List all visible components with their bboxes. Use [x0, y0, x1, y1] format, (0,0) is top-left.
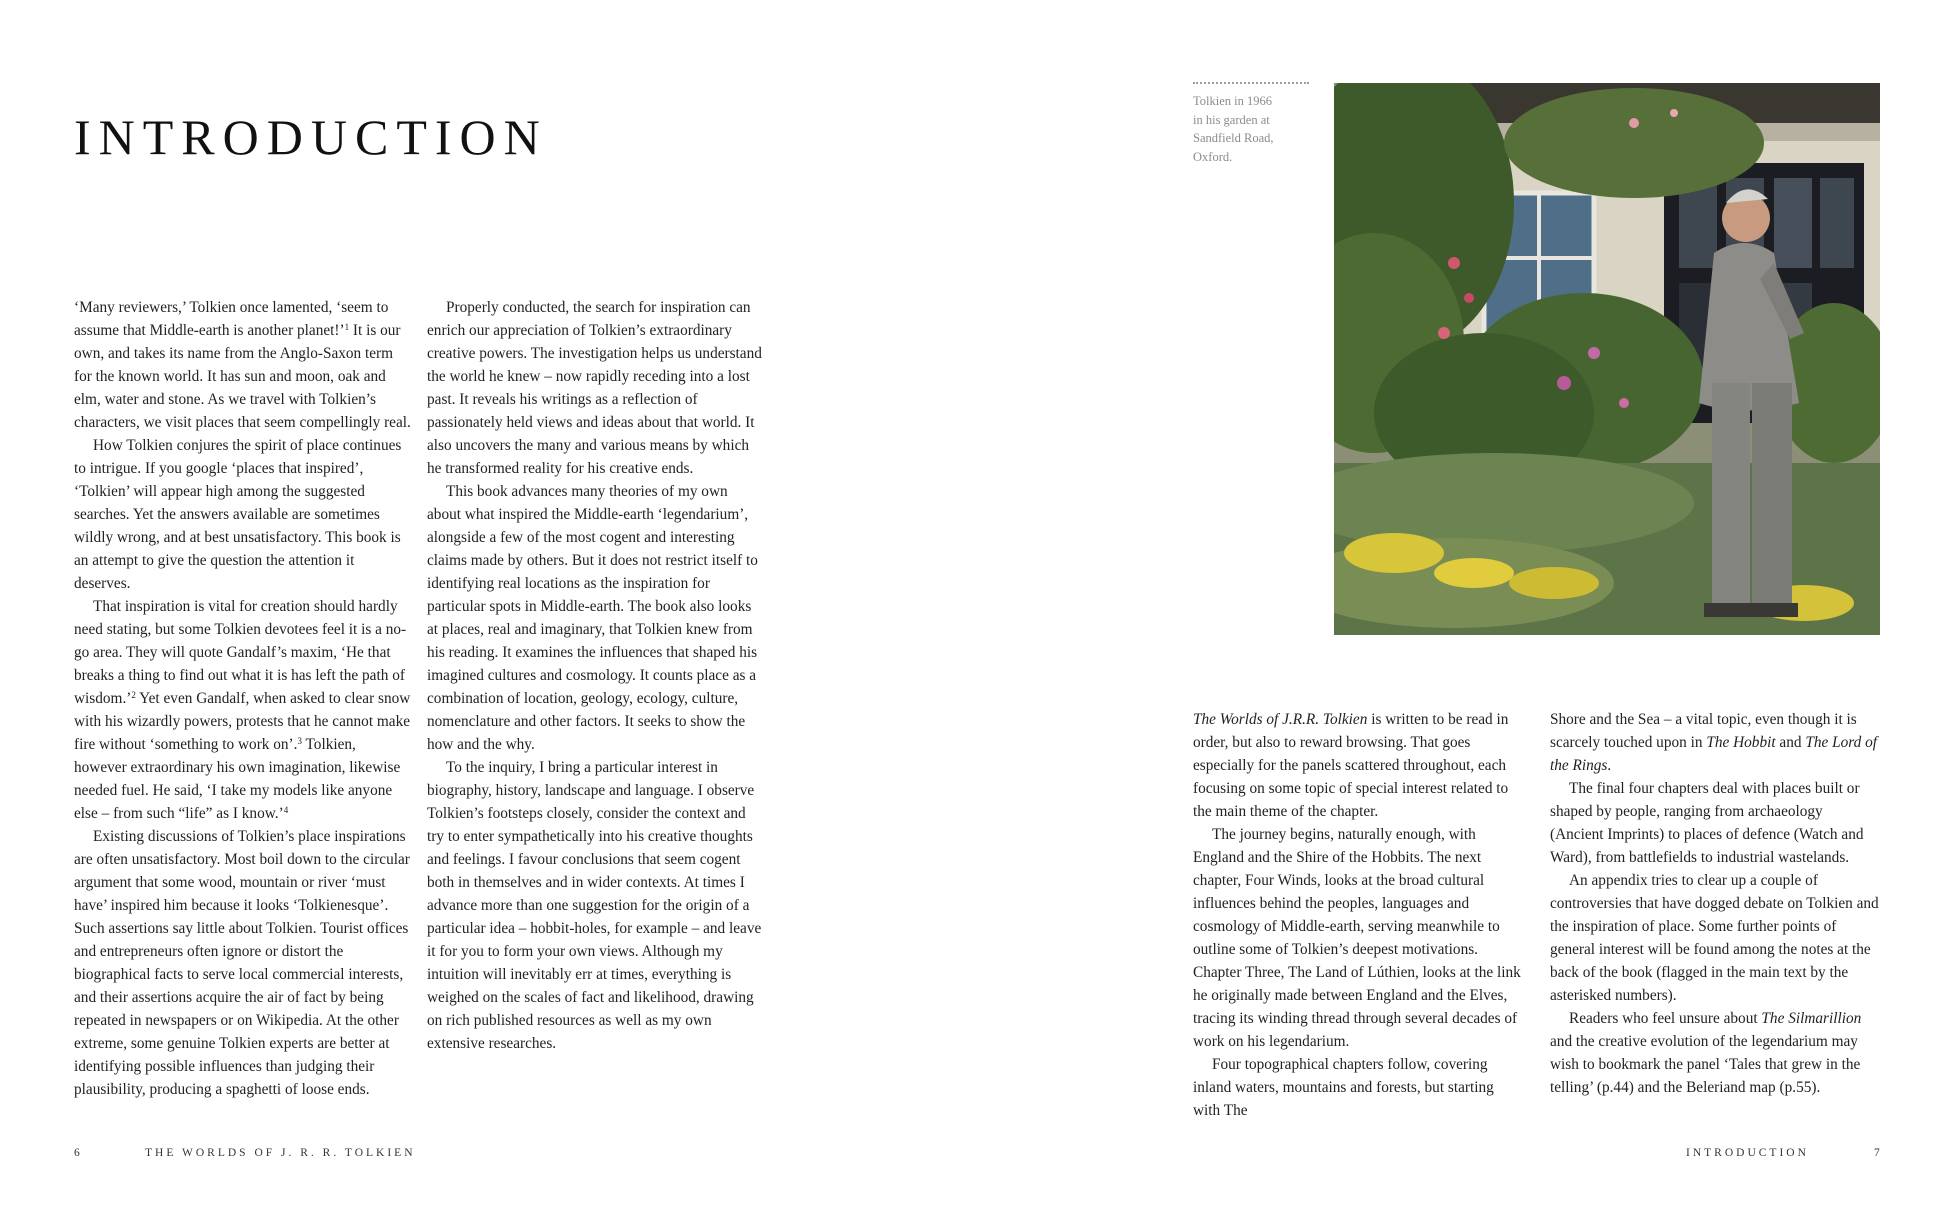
- paragraph: The Worlds of J.R.R. Tolkien is written to be read in order, but also to reward browsing. That goes especially for the panels scattered throughout, each focusing on some topic of special interest related to the main theme of the chapter.: [1193, 711, 1509, 820]
- running-head-right: INTRODUCTION: [1686, 1147, 1809, 1159]
- paragraph: ‘Many reviewers,’ Tolkien once lamented, ‘seem to assume that Middle-earth is another planet!’$^1$ It is our own, and takes its name from the Anglo-Saxon term for the known world. It has sun and moon, oak and elm, water and stone. As we travel with Tolkien’s characters, we visit places that seem compellingly real.: [74, 299, 411, 431]
- paragraph: Existing discussions of Tolkien’s place inspirations are often unsatisfactory. Most boil down to the circular argument that some wood, mountain or river ‘must have’ inspired him because it looks ‘Tolkienesque’. Such assertions say little about Tolkien. Tourist offices and entrepreneurs often ignore or distort the biographical facts to serve local commercial interests, and their assertions acquire the air of fact by being repeated in newspapers or on Wikipedia. At the other extreme, some genuine Tolkien experts are better at identifying possible influences than judging their plausibility, producing a spaghetti of loose ends.: [74, 828, 410, 1098]
- body-column-4: [1550, 708, 1880, 1099]
- body-column-3: [1193, 708, 1523, 1122]
- garden-photo: [1334, 83, 1880, 635]
- running-head-left: THE WORLDS OF J. R. R. TOLKIEN: [145, 1147, 416, 1159]
- paragraph: How Tolkien conjures the spirit of place continues to intrigue. If you google ‘places that inspired’, ‘Tolkien’ will appear high among the suggested searches. Yet the answers available are sometimes wildly wrong, and at best unsatisfactory. This book is an attempt to give the question the attention it deserves.: [74, 437, 402, 592]
- chapter-title: INTRODUCTION: [74, 109, 548, 165]
- body-column-1: [74, 296, 412, 1101]
- book-title: The Hobbit: [1706, 734, 1776, 751]
- page-number-right: 7: [1874, 1147, 1880, 1159]
- paragraph: To the inquiry, I bring a particular interest in biography, history, landscape and language. I observe Tolkien’s footsteps closely, consider the context and try to enter sympathetically into his creative thoughts and feelings. I favour conclusions that seem cogent both in themselves and in wider contexts. At times I advance more than one suggestion for the origin of a particular idea – hobbit-holes, for example – and leave it for you to form your own views. Although my intuition will inevitably err at times, everything is weighed on the scales of fact and likelihood, drawing on rich published resources as well as my own extensive researches.: [427, 759, 762, 1052]
- paragraph: The journey begins, naturally enough, with England and the Shire of the Hobbits. The next chapter, Four Winds, looks at the broad cultural influences behind the peoples, languages and cosmology of Middle-earth, serving meanwhile to outline some of Tolkien’s deepest motivations. Chapter Three, The Land of Lúthien, looks at the link he originally made between England and the Elves, tracing its winding thread through several decades of work on his legendarium.: [1193, 826, 1521, 1050]
- book-title: The Lord of the Rings: [1550, 734, 1878, 774]
- footnote-marker: 4: [283, 805, 289, 815]
- paragraph: Readers who feel unsure about The Silmarillion and the creative evolution of the legendarium may wish to bookmark the panel ‘Tales that grew in the telling’ (p.44) and the Beleriand map (p.55).: [1550, 1010, 1862, 1096]
- book-title: The Worlds of J.R.R. Tolkien: [1193, 711, 1368, 728]
- book-title: The Silmarillion: [1761, 1010, 1862, 1027]
- caption-divider: [1193, 82, 1309, 84]
- paragraph: An appendix tries to clear up a couple of controversies that have dogged debate on Tolkien and the inspiration of place. Some further points of general interest will be found among the notes at the back of the book (flagged in the main text by the asterisked numbers).: [1550, 872, 1879, 1004]
- paragraph: This book advances many theories of my own about what inspired the Middle-earth ‘legendarium’, alongside a few of the most cogent and interesting claims made by others. But it does not restrict itself to identifying real locations as the inspiration for particular spots in Middle-earth. The book also looks at places, real and imaginary, that Tolkien knew from his reading. It examines the influences that shaped his imagined cultures and cosmology. It counts place as a combination of location, geology, ecology, culture, nomenclature and other factors. It seeks to show the how and the why.: [427, 483, 758, 753]
- paragraph: Properly conducted, the search for inspiration can enrich our appreciation of Tolkien’s extraordinary creative powers. The investigation helps us understand the world he knew – now rapidly receding into a lost past. It reveals his writings as a reflection of passionately held views and ideas about that world. It also uncovers the many and various means by which he transformed reality for his creative ends.: [427, 299, 762, 477]
- paragraph: That inspiration is vital for creation should hardly need stating, but some Tolkien devotees feel it is a no-go area. They will quote Gandalf’s maxim, ‘He that breaks a thing to find out what it is has left the path of wisdom.’$^2$ Yet even Gandalf, when asked to clear snow with his wizardly powers, protests that he cannot make fire without ‘something to work on’.$^3$ Tolkien, however extraordinary his own imagination, likewise needed fuel. He said, ‘I take my models like anyone else – from such “life” as I know.’$^4$: [74, 598, 411, 822]
- body-column-2: [427, 296, 763, 1055]
- page-number-left: 6: [74, 1147, 80, 1159]
- photo-caption: Tolkien in 1966 in his garden at Sandfield Road, Oxford.: [1193, 94, 1274, 164]
- footnote-marker: 1: [344, 322, 350, 332]
- paragraph: Four topographical chapters follow, covering inland waters, mountains and forests, but starting with The: [1193, 1056, 1494, 1119]
- footnote-marker: 2: [131, 690, 136, 700]
- footnote-marker: 3: [297, 736, 302, 746]
- paragraph: The final four chapters deal with places built or shaped by people, ranging from archaeology (Ancient Imprints) to places of defence (Watch and Ward), from battlefields to industrial wastelands.: [1550, 780, 1864, 866]
- paragraph: Shore and the Sea – a vital topic, even though it is scarcely touched upon in The Hobbit and The Lord of the Rings.: [1550, 711, 1878, 774]
